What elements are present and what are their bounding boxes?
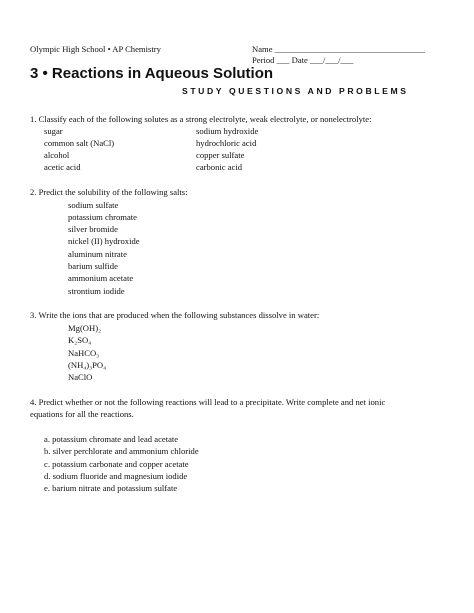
list-item: silver bromide — [68, 224, 118, 234]
school-course-label: Olympic High School • AP Chemistry — [30, 44, 161, 54]
list-item: Mg(OH)₂ — [68, 323, 102, 333]
list-item: copper sulfate — [196, 150, 245, 160]
list-item: NaClO — [68, 372, 93, 382]
list-item: alcohol — [44, 150, 70, 160]
list-item: acetic acid — [44, 162, 81, 172]
list-item: aluminum nitrate — [68, 249, 127, 259]
list-item: ammonium acetate — [68, 273, 134, 283]
list-item: sodium sulfate — [68, 200, 119, 210]
question-4-text: 4. Predict whether or not the following reactions will lead to a precipitate. Write complete and net ionic — [30, 397, 386, 407]
question-1-text: 1. Classify each of the following solutes as a strong electrolyte, weak electrolyte, or nonelectrolyte: — [30, 114, 372, 124]
list-item: nickel (II) hydroxide — [68, 236, 140, 246]
list-item: d. sodium fluoride and magnesium iodide — [44, 471, 188, 481]
list-item: (NH₄)₃PO₄ — [68, 360, 107, 370]
period-date-line: Period ___ Date ___/___/___ — [252, 55, 354, 65]
list-item: barium sulfide — [68, 261, 118, 271]
list-item: sugar — [44, 126, 63, 136]
list-item: b. silver perchlorate and ammonium chloride — [44, 446, 199, 456]
question-3-text: 3. Write the ions that are produced when the following substances dissolve in water: — [30, 310, 320, 320]
list-item: potassium chromate — [68, 212, 137, 222]
question-2-text: 2. Predict the solubility of the following salts: — [30, 187, 188, 197]
name-field-line: Name ___________________________________ — [252, 44, 426, 54]
list-item: K₂SO₄ — [68, 335, 92, 345]
list-item: common salt (NaCl) — [44, 138, 115, 148]
list-item: sodium hydroxide — [196, 126, 259, 136]
list-item: strontium iodide — [68, 286, 125, 296]
list-item: c. potassium carbonate and copper acetate — [44, 459, 189, 469]
page-subtitle: STUDY QUESTIONS AND PROBLEMS — [182, 86, 409, 96]
page-title: 3 • Reactions in Aqueous Solution — [30, 65, 274, 82]
question-4-text-continued: equations for all the reactions. — [30, 409, 134, 419]
list-item: hydrochloric acid — [196, 138, 257, 148]
list-item: NaHCO₃ — [68, 348, 100, 358]
list-item: a. potassium chromate and lead acetate — [44, 434, 179, 444]
list-item: carbonic acid — [196, 162, 243, 172]
list-item: e. barium nitrate and potassium sulfate — [44, 483, 178, 493]
